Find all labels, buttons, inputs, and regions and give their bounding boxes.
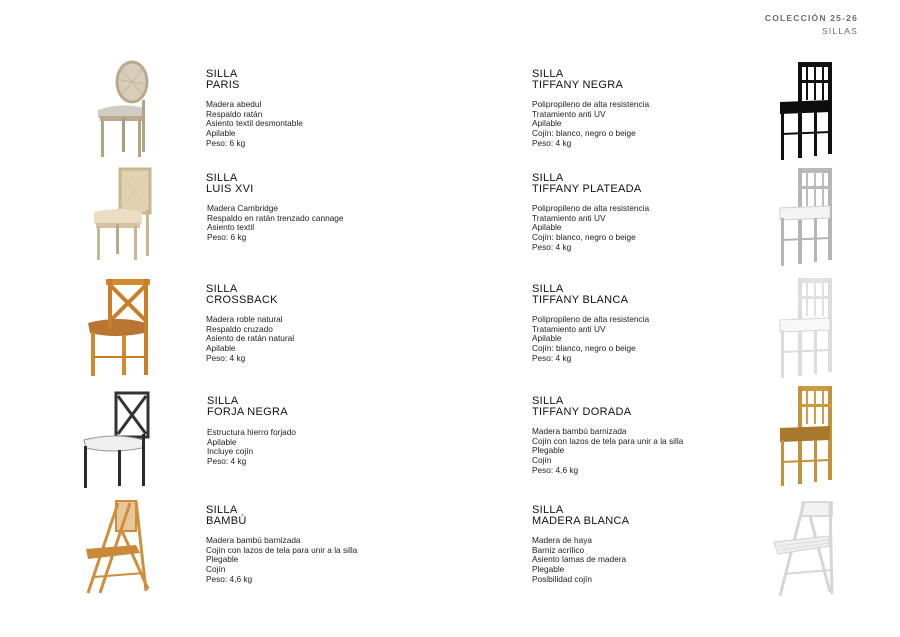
product-title-line2: BAMBÚ bbox=[206, 515, 247, 527]
product-specs bbox=[532, 100, 772, 149]
spec-line: Respaldo ratán bbox=[206, 108, 263, 119]
spec-line: Asiento textil bbox=[207, 222, 255, 233]
tiffany-negra-chair-image bbox=[776, 60, 836, 162]
spec-line: Plegable bbox=[532, 564, 565, 575]
spec-line: Peso: 6 kg bbox=[207, 232, 247, 243]
product-title-line1: SILLA bbox=[207, 395, 239, 407]
spec-line: Cojín: blanco, negro o beige bbox=[532, 232, 636, 243]
spec-line: Posibilidad cojín bbox=[532, 573, 592, 584]
product-title-line1: SILLA bbox=[532, 395, 564, 407]
spec-line: Madera bambú barnizada bbox=[532, 426, 627, 436]
spec-line: Peso: 6 kg bbox=[206, 137, 246, 148]
page-header bbox=[765, 13, 858, 36]
spec-line: Madera Cambridge bbox=[207, 203, 279, 213]
product-title-line1: SILLA bbox=[532, 283, 564, 295]
product-title-line2: TIFFANY PLATEADA bbox=[532, 183, 642, 195]
luis-xvi-chair-image bbox=[90, 166, 154, 264]
spec-line: Cojín bbox=[532, 455, 552, 466]
spec-line: Madera abedul bbox=[206, 99, 262, 109]
paris-chair-image bbox=[92, 60, 158, 160]
spec-line: Barniz acrílico bbox=[532, 544, 585, 555]
product-tiffany-dorada bbox=[532, 396, 772, 476]
product-title-line1: SILLA bbox=[206, 68, 238, 80]
tiffany-plateada-chair-image bbox=[776, 166, 836, 268]
spec-line: Peso: 4,6 kg bbox=[532, 464, 579, 475]
product-specs bbox=[207, 428, 447, 467]
spec-line: Apilable bbox=[206, 128, 236, 139]
product-title-line2: PARIS bbox=[206, 79, 240, 91]
product-forja-negra bbox=[207, 396, 447, 467]
product-specs bbox=[207, 204, 446, 243]
product-title-line2: TIFFANY BLANCA bbox=[532, 294, 629, 306]
spec-line: Respaldo cruzado bbox=[206, 323, 273, 334]
spec-line: Apilable bbox=[207, 436, 237, 447]
spec-line: Incluye cojín bbox=[207, 446, 254, 457]
spec-line: Estructura hierro forjado bbox=[207, 427, 297, 437]
spec-line: Asiento lamas de madera bbox=[532, 554, 627, 565]
product-title-line2: CROSSBACK bbox=[206, 294, 278, 306]
product-title-line1: SILLA bbox=[206, 504, 238, 516]
crossback-chair-image bbox=[84, 277, 154, 379]
spec-line: Tratamiento anti UV bbox=[532, 212, 606, 223]
spec-line: Asiento de ratán natural bbox=[206, 333, 295, 344]
spec-line: Apilable bbox=[206, 343, 236, 354]
spec-line: Tratamiento anti UV bbox=[532, 108, 606, 119]
product-specs bbox=[532, 427, 772, 476]
product-specs bbox=[206, 100, 446, 149]
spec-line: Peso: 4 kg bbox=[207, 456, 247, 467]
tiffany-dorada-chair-image bbox=[776, 384, 836, 488]
spec-line: Plegable bbox=[532, 445, 565, 456]
spec-line: Peso: 4 kg bbox=[532, 241, 572, 252]
spec-line: Cojín: blanco, negro o beige bbox=[532, 128, 636, 139]
bambu-chair-image bbox=[80, 497, 152, 595]
spec-line: Madera roble natural bbox=[206, 314, 283, 324]
product-specs bbox=[532, 204, 772, 253]
product-specs bbox=[532, 536, 772, 585]
spec-line: Plegable bbox=[206, 554, 239, 565]
spec-line: Cojín bbox=[206, 564, 226, 575]
product-title-line1: SILLA bbox=[206, 172, 238, 184]
spec-line: Peso: 4 kg bbox=[206, 352, 246, 363]
madera-blanca-chair-image bbox=[770, 498, 838, 600]
product-title-line2: FORJA NEGRA bbox=[207, 406, 288, 418]
spec-line: Apilable bbox=[532, 333, 562, 344]
product-tiffany-blanca bbox=[532, 284, 772, 364]
product-tiffany-plateada bbox=[532, 173, 772, 253]
product-paris bbox=[206, 69, 446, 149]
collection-label: COLECCIÓN 25-26 bbox=[764, 13, 858, 23]
spec-line: Polipropileno de alta resistencia bbox=[532, 99, 650, 109]
product-tiffany-negra bbox=[532, 69, 772, 149]
product-title-line1: SILLA bbox=[206, 283, 238, 295]
spec-line: Asiento textil desmontable bbox=[206, 118, 303, 129]
spec-line: Polipropileno de alta resistencia bbox=[532, 314, 650, 324]
product-title-line1: SILLA bbox=[532, 504, 564, 516]
product-specs bbox=[532, 315, 772, 364]
product-title-line2: TIFFANY NEGRA bbox=[532, 79, 624, 91]
spec-line: Tratamiento anti UV bbox=[532, 323, 606, 334]
spec-line: Apilable bbox=[532, 222, 562, 233]
product-crossback bbox=[206, 284, 446, 364]
spec-line: Cojín: blanco, negro o beige bbox=[532, 343, 636, 354]
product-title-line1: SILLA bbox=[532, 68, 564, 80]
spec-line: Apilable bbox=[532, 118, 562, 129]
spec-line: Madera de haya bbox=[532, 535, 592, 545]
product-title-line2: LUIS XVI bbox=[206, 183, 254, 195]
spec-line: Madera bambú barnizada bbox=[206, 535, 301, 545]
product-title-line1: SILLA bbox=[532, 172, 564, 184]
spec-line: Peso: 4,6 kg bbox=[206, 573, 253, 584]
spec-line: Cojín con lazos de tela para unir a la silla bbox=[206, 544, 358, 555]
spec-line: Peso: 4 kg bbox=[532, 137, 572, 148]
spec-line: Peso: 4 kg bbox=[532, 352, 572, 363]
product-specs bbox=[206, 315, 446, 364]
spec-line: Respaldo en ratán trenzado cannage bbox=[207, 212, 344, 223]
spec-line: Polipropileno de alta resistencia bbox=[532, 203, 650, 213]
product-title-line2: TIFFANY DORADA bbox=[532, 406, 632, 418]
product-madera-blanca bbox=[532, 505, 772, 585]
product-bambu bbox=[206, 505, 446, 585]
product-specs bbox=[206, 536, 446, 585]
section-label: SILLAS bbox=[821, 26, 858, 36]
forja-negra-chair-image bbox=[80, 390, 152, 492]
product-luis-xvi bbox=[206, 173, 446, 243]
tiffany-blanca-chair-image bbox=[776, 276, 836, 380]
product-title-line2: MADERA BLANCA bbox=[532, 515, 630, 527]
spec-line: Cojín con lazos de tela para unir a la silla bbox=[532, 435, 684, 446]
